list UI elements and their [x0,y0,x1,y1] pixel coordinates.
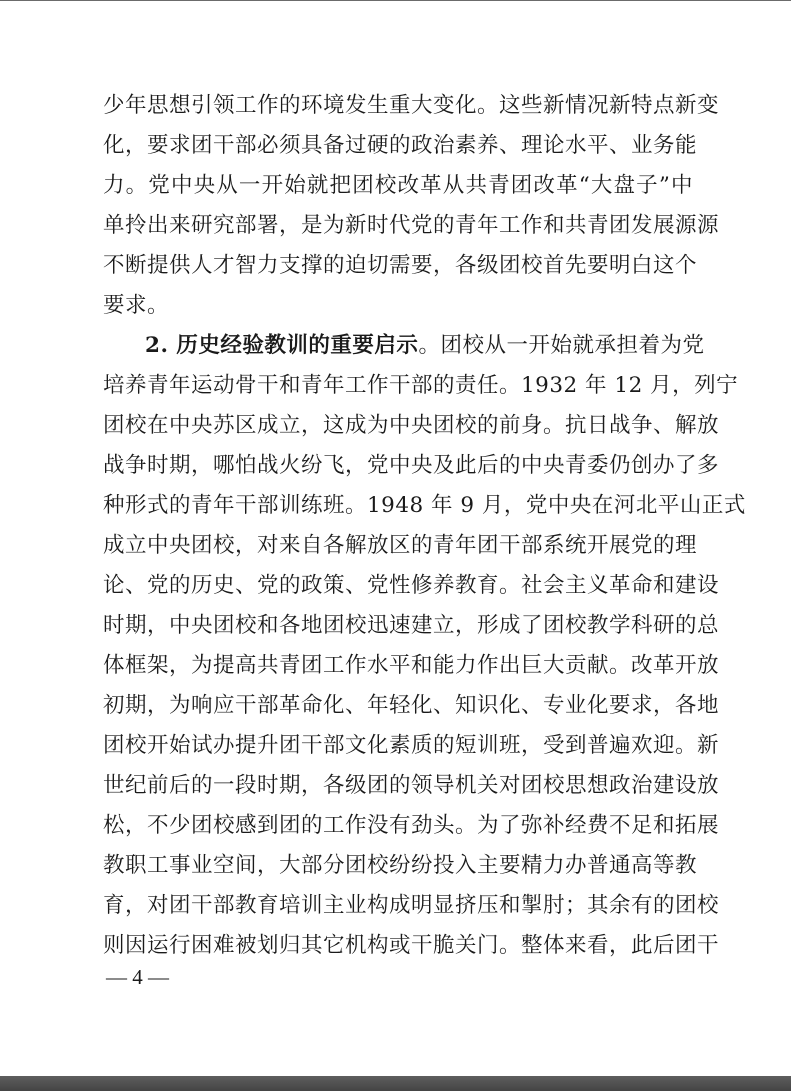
paragraph-line: 少年思想引领工作的环境发生重大变化。这些新情况新特点新变 [103,93,720,118]
paragraph-line: 不断提供人才智力支撑的迫切需要，各级团校首先要明白这个 [103,253,698,278]
paragraph-line: 初期，为响应干部革命化、年轻化、知识化、专业化要求，各地 [103,693,720,718]
page-top-border [0,0,791,1]
paragraph-line: 世纪前后的一段时期，各级团的领导机关对团校思想政治建设放 [103,773,720,798]
paragraph-line: 教职工事业空间，大部分团校纷纷投入主要精力办普通高等教 [103,853,698,878]
viewer-bottom-bar [0,1076,791,1091]
paragraph-line: 育，对团干部教育培训主业构成明显挤压和掣肘；其余有的团校 [103,893,720,918]
paragraph-line: 培养青年运动骨干和青年工作干部的责任。1932 年 12 月，列宁 [103,373,739,398]
section-2-heading: 2. 历史经验教训的重要启示 [145,333,419,358]
paragraph-line: 要求。 [103,293,170,318]
paragraph-line: 战争时期，哪怕战火纷飞，党中央及此后的中央青委仍创办了多 [103,453,720,478]
paragraph-line: 成立中央团校，对来自各解放区的青年团干部系统开展党的理 [103,533,698,558]
paragraph-line: 化，要求团干部必须具备过硬的政治素养、理论水平、业务能 [103,133,698,158]
paragraph-line: 时期，中央团校和各地团校迅速建立，形成了团校教学科研的总 [103,613,720,638]
paragraph-line: 则因运行困难被划归其它机构或干脆关门。整体来看，此后团干 [103,933,720,958]
paragraph-line: 团校在中央苏区成立，这成为中央团校的前身。抗日战争、解放 [103,413,720,438]
paragraph-line: 单拎出来研究部署，是为新时代党的青年工作和共青团发展源源 [103,213,720,238]
section-2-first-line [103,326,705,366]
paragraph-line: 团校开始试办提升团干部文化素质的短训班，受到普遍欢迎。新 [103,733,720,758]
paragraph-line: 松，不少团校感到团的工作没有劲头。为了弥补经费不足和拓展 [103,813,720,838]
body-text [103,86,746,966]
paragraph-line: 种形式的青年干部训练班。1948 年 9 月，党中央在河北平山正式 [103,493,746,518]
page-number: — 4 — [106,965,169,989]
paragraph-line: 论、党的历史、党的政策、党性修养教育。社会主义革命和建设 [103,573,720,598]
paragraph-line: 体框架，为提高共青团工作水平和能力作出巨大贡献。改革开放 [103,653,720,678]
section-2-first-line-text: 。团校从一开始就承担着为党 [418,333,705,358]
paragraph-line: 力。党中央从一开始就把团校改革从共青团改革“大盘子”中 [103,173,693,198]
